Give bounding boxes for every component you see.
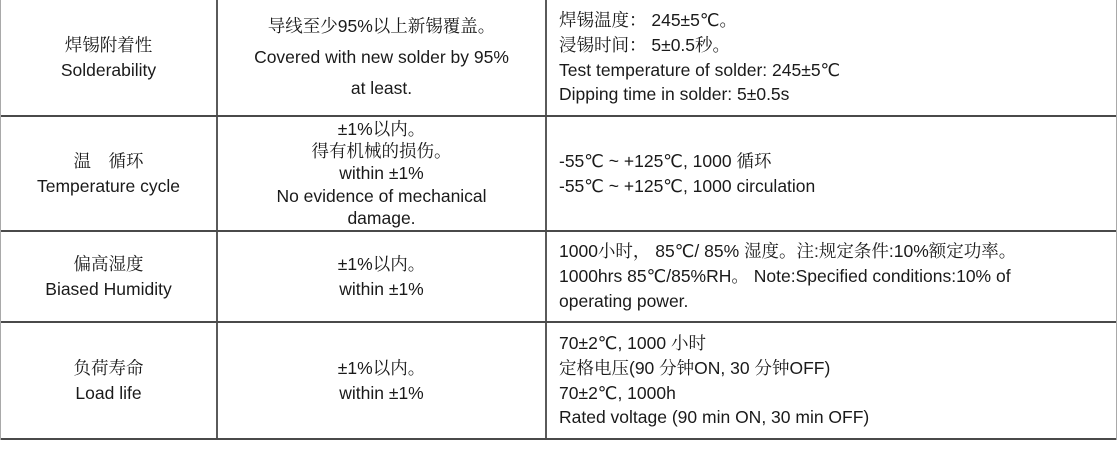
criteria-line: Covered with new solder by 95% bbox=[254, 46, 509, 67]
criteria-line: within ±1% bbox=[339, 382, 424, 403]
item-name-zh: 焊锡附着性 bbox=[64, 34, 153, 55]
condition-line: 1000小时， 85℃/ 85% 湿度。注:规定条件:10%额定功率。 bbox=[559, 241, 1017, 262]
condition-line: 浸锡时间： 5±0.5秒。 bbox=[559, 34, 731, 55]
item-name-en: Load life bbox=[75, 382, 142, 403]
cell-test-condition bbox=[547, 117, 1114, 230]
cell-criteria bbox=[218, 0, 547, 115]
condition-line: -55℃ ~ +125℃, 1000 循环 bbox=[559, 150, 772, 171]
criteria-line: at least. bbox=[350, 78, 413, 99]
criteria-line: 得有机械的损伤。 bbox=[311, 140, 452, 161]
table-row-solderability bbox=[1, 0, 1116, 117]
criteria-line: ±1%以内。 bbox=[337, 357, 426, 378]
criteria-line: ±1%以内。 bbox=[337, 118, 426, 139]
condition-line: Dipping time in solder: 5±0.5s bbox=[559, 84, 790, 105]
condition-line: operating power. bbox=[559, 290, 689, 311]
item-name-zh: 偏高湿度 bbox=[73, 253, 144, 274]
cell-test-condition bbox=[547, 0, 1114, 115]
cell-test-item bbox=[1, 232, 218, 321]
condition-line: Test temperature of solder: 245±5℃ bbox=[559, 59, 841, 80]
table-row-biased-humidity bbox=[1, 232, 1116, 323]
table-row-temperature-cycle bbox=[1, 117, 1116, 232]
cell-criteria bbox=[218, 117, 547, 230]
criteria-line: within ±1% bbox=[339, 278, 424, 299]
condition-line: 定格电压(90 分钟ON, 30 分钟OFF) bbox=[559, 357, 831, 378]
item-name-en: Solderability bbox=[60, 59, 157, 80]
condition-line: 70±2℃, 1000h bbox=[559, 382, 676, 403]
condition-line: Rated voltage (90 min ON, 30 min OFF) bbox=[559, 407, 870, 428]
item-name-zh: 温 循环 bbox=[73, 150, 144, 171]
table-row-load-life bbox=[1, 323, 1116, 440]
cell-test-item bbox=[1, 117, 218, 230]
item-name-en: Biased Humidity bbox=[45, 278, 172, 299]
cell-test-condition bbox=[547, 232, 1114, 321]
cell-test-item bbox=[1, 0, 218, 115]
criteria-line: ±1%以内。 bbox=[337, 253, 426, 274]
criteria-line: No evidence of mechanical bbox=[276, 185, 487, 206]
criteria-line: 导线至少95%以上新锡覆盖。 bbox=[267, 15, 496, 36]
cell-criteria bbox=[218, 232, 547, 321]
criteria-line: damage. bbox=[347, 208, 416, 229]
cell-test-item bbox=[1, 323, 218, 438]
condition-line: 1000hrs 85℃/85%RH。 Note:Specified conditions:10% of bbox=[559, 266, 1011, 287]
condition-line: -55℃ ~ +125℃, 1000 circulation bbox=[559, 175, 816, 196]
cell-test-condition bbox=[547, 323, 1114, 438]
item-name-en: Temperature cycle bbox=[37, 175, 180, 196]
condition-line: 70±2℃, 1000 小时 bbox=[559, 332, 706, 353]
cell-criteria bbox=[218, 323, 547, 438]
criteria-line: within ±1% bbox=[339, 163, 424, 184]
condition-line: 焊锡温度： 245±5℃。 bbox=[559, 9, 738, 30]
item-name-zh: 负荷寿命 bbox=[73, 357, 144, 378]
